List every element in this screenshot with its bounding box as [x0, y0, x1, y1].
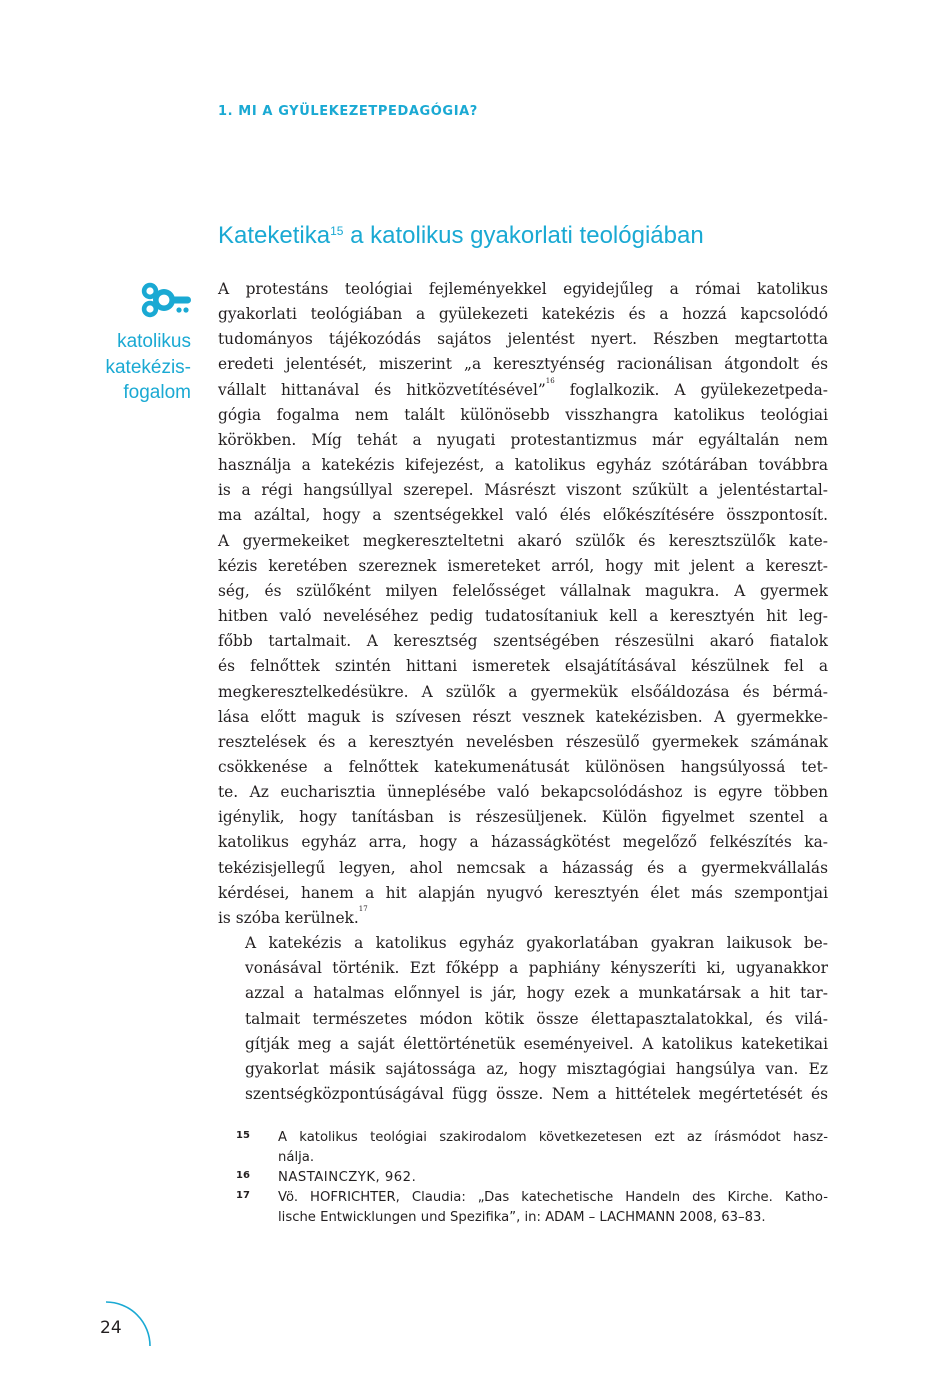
text-line: lása előtt maguk is szívesen részt vesznek katekézisben. A gyermekke-	[218, 707, 828, 726]
text-line: megkeresztelkedésükre. A szülők a gyermekük elsőáldozása és bérmá-	[218, 682, 828, 701]
section-title-rest: a katolikus gyakorlati teológiában	[343, 222, 704, 249]
text-line: te. Az eucharisztia ünneplésébe való bekapcsolódáshoz is egyre többen	[218, 783, 828, 802]
footnote-line: lische Entwicklungen und Spezifika”, in: ADAM – LACHMANN 2008, 63–83.	[278, 1210, 766, 1225]
footnote-text	[278, 1188, 828, 1228]
footnote-number: 15	[236, 1130, 250, 1141]
text-segment: is szóba kerülnek.	[218, 908, 359, 927]
footnote-text	[278, 1128, 828, 1168]
text-line: kézis keretében szereznek ismereteket arról, hogy mit jelent a kereszt-	[218, 556, 828, 575]
text-line: A protestáns teológiai fejleményekkel egyidejűleg a római katolikus	[218, 280, 828, 298]
text-line: eredeti jelentését, miszerint „a keresztyénség racionálisan átgondolt és	[218, 355, 828, 374]
text-line: gyakorlat másik sajátossága az, hogy misztagógiai hangsúlya van. Ez	[245, 1059, 828, 1078]
text-segment: vállalt hittanával és hitközvetítésével”	[218, 380, 546, 399]
text-line: használja a katekézis kifejezést, a katolikus egyház szótárában továbbra	[218, 456, 828, 475]
footnote-ref-15: 15	[330, 224, 344, 238]
margin-note	[70, 329, 191, 406]
footnote-ref-17: 17	[358, 904, 368, 913]
footnote	[236, 1168, 828, 1188]
text-line: csökkenése a felnőttek katekumenátusát különösen hangsúlyossá tet-	[218, 757, 828, 776]
footnote-line: NASTAINCZYK, 962.	[278, 1170, 417, 1185]
text-line	[218, 906, 828, 931]
text-line: vonásával történik. Ezt főképp a paphiány kényszeríti ki, ugyanakkor	[245, 959, 828, 978]
text-line: körökben. Míg tehát a nyugati protestantizmus már egyáltalán nem	[218, 430, 828, 449]
margin-note-line: fogalom	[123, 382, 191, 403]
text-line: resztelések és a keresztyén nevelésben részesülő gyermekek számának	[218, 732, 828, 751]
text-line	[218, 378, 828, 403]
text-line: tekézisjellegű legyen, ahol nemcsak a házasság és a gyermekvállalás	[218, 858, 828, 877]
footnote-number: 16	[236, 1170, 250, 1181]
margin-note-line: katolikus	[117, 331, 191, 352]
paragraph	[218, 277, 828, 931]
footnote-text	[278, 1168, 828, 1188]
text-line: ség, és szülőként milyen felelősséget vállalnak magukra. A gyermek	[218, 581, 828, 600]
paragraph	[218, 931, 828, 1107]
footnote-line: A katolikus teológiai szakirodalom következetesen ezt az írásmódot hasz-	[278, 1130, 828, 1145]
text-line: A gyermekeiket megkereszteltetni akaró szülők és keresztszülők kate-	[218, 531, 828, 550]
text-line: gyakorlati teológiában a gyülekezeti katekézis és a hozzá kapcsolódó	[218, 305, 828, 324]
text-line: és felnőttek szintén hittani ismeretek elsajátításával készülnek fel a	[218, 657, 828, 676]
text-line: A katekézis a katolikus egyház gyakorlatában gyakran laikusok be-	[245, 934, 828, 953]
footnote	[236, 1128, 828, 1168]
text-line: katolikus egyház arra, hogy a házasságkötést megelőző felkészítés ka-	[218, 833, 828, 852]
footnotes	[236, 1128, 828, 1228]
text-line: gítják meg a saját élettörténetük eseményeivel. A katolikus kateketikai	[245, 1034, 828, 1053]
text-line: kérdései, hanem a hit alapján nyugvó keresztyén élet más szempontjai	[218, 883, 828, 902]
footnote-line: nálja.	[278, 1150, 315, 1165]
footnote-line: Vö. HOFRICHTER, Claudia: „Das katechetische Handeln des Kirche. Katho-	[278, 1190, 828, 1205]
body-text	[218, 277, 828, 1107]
text-line: gógia fogalma nem talált különösebb visszhangra katolikus teológiai	[218, 405, 828, 424]
text-line: igénylik, hogy tanításban is részesüljenek. Külön figyelmet szentel a	[218, 808, 828, 827]
text-line: tudományos tájékozódás sajátos jelentést nyert. Részben megtartotta	[218, 330, 828, 349]
footnote	[236, 1188, 828, 1228]
text-line: szentségközpontúságával függ össze. Nem a hittételek megértetését és	[245, 1085, 828, 1103]
footnote-ref-16: 16	[545, 376, 555, 385]
margin-note-line: katekézis-	[105, 356, 191, 378]
footnote-number: 17	[236, 1190, 250, 1201]
page-number: 24	[100, 1318, 122, 1338]
text-line: is a régi hangsúllyal szerepel. Másrészt viszont szűkült a jelentéstartal-	[218, 481, 828, 500]
key-icon	[140, 281, 194, 319]
running-head: 1. MI A GYÜLEKEZETPEDAGÓGIA?	[218, 104, 478, 119]
section-title-main: Kateketika	[218, 222, 331, 249]
text-segment: foglalkozik. A gyülekezetpeda-	[569, 380, 828, 399]
text-line: azzal a hatalmas előnnyel is jár, hogy ezek a munkatársak a hit tar-	[245, 984, 828, 1003]
text-line: főbb tartalmait. A keresztség szentségében részesülni akaró fiatalok	[218, 632, 828, 651]
section-title	[218, 222, 838, 250]
text-line: ma azáltal, hogy a szentségekkel való élés előkészítésére összpontosít.	[218, 506, 828, 525]
text-line: hitben való neveléséhez pedig tudatosítaniuk kell a keresztyén hit leg-	[218, 607, 828, 626]
text-line: talmait természetes módon kötik össze élettapasztalatokkal, és vilá-	[245, 1009, 828, 1028]
